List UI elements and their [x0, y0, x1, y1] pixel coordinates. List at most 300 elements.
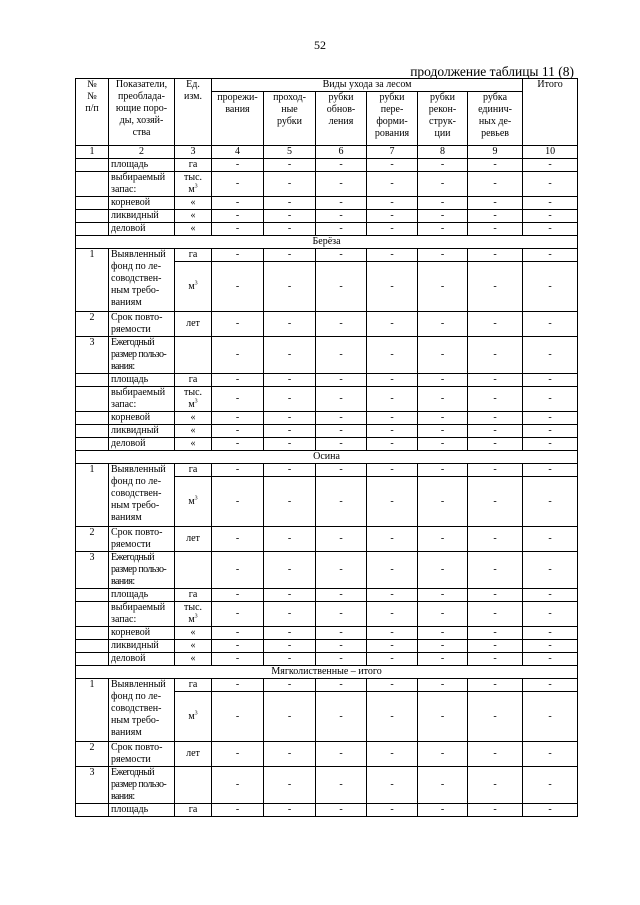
value-cell: -: [418, 312, 468, 337]
header-subcolumn: проход- ные рубки: [264, 92, 316, 146]
value-cell: -: [523, 679, 578, 692]
row-label: ликвидный: [109, 640, 175, 653]
value-cell: -: [468, 589, 523, 602]
value-cell: -: [523, 172, 578, 197]
value-cell: -: [367, 767, 418, 804]
value-cell: -: [212, 804, 264, 817]
value-cell: -: [316, 627, 367, 640]
value-cell: -: [367, 412, 418, 425]
value-cell: -: [523, 767, 578, 804]
column-number: 10: [523, 146, 578, 159]
row-label: Срок повто- ряемости: [109, 742, 175, 767]
value-cell: -: [316, 692, 367, 742]
value-cell: -: [212, 679, 264, 692]
value-cell: -: [212, 172, 264, 197]
value-cell: -: [212, 374, 264, 387]
value-cell: -: [367, 223, 418, 236]
value-cell: -: [468, 767, 523, 804]
value-cell: -: [212, 589, 264, 602]
row-number: 2: [76, 527, 109, 552]
value-cell: -: [468, 679, 523, 692]
row-unit: «: [175, 210, 212, 223]
row-number: [76, 602, 109, 627]
value-cell: -: [212, 249, 264, 262]
value-cell: -: [523, 640, 578, 653]
section-row: [76, 451, 578, 464]
row-number: [76, 387, 109, 412]
unit-main: тыс.: [183, 602, 203, 613]
value-cell: -: [316, 477, 367, 527]
value-cell: -: [418, 210, 468, 223]
value-cell: -: [367, 464, 418, 477]
table-row: [76, 337, 578, 374]
value-cell: -: [316, 438, 367, 451]
value-cell: -: [264, 210, 316, 223]
value-cell: -: [418, 438, 468, 451]
value-cell: -: [316, 804, 367, 817]
row-label: Ежегодный размер пользо- вания:: [109, 767, 175, 804]
column-number: 2: [109, 146, 175, 159]
table-row: [76, 589, 578, 602]
row-unit: лет: [175, 312, 212, 337]
value-cell: -: [316, 653, 367, 666]
row-unit: га: [175, 159, 212, 172]
value-cell: -: [264, 527, 316, 552]
value-cell: -: [316, 262, 367, 312]
value-cell: -: [212, 552, 264, 589]
row-number: [76, 172, 109, 197]
value-cell: -: [367, 552, 418, 589]
value-cell: -: [264, 742, 316, 767]
value-cell: -: [367, 374, 418, 387]
table-row: [76, 640, 578, 653]
row-label: деловой: [109, 223, 175, 236]
value-cell: -: [468, 438, 523, 451]
unit-sup: 3: [194, 183, 198, 190]
value-cell: -: [316, 337, 367, 374]
value-cell: -: [418, 653, 468, 666]
value-cell: -: [212, 527, 264, 552]
value-cell: -: [523, 210, 578, 223]
value-cell: -: [212, 312, 264, 337]
row-unit: [175, 602, 212, 627]
table-row: [76, 602, 578, 627]
value-cell: -: [418, 527, 468, 552]
value-cell: -: [316, 589, 367, 602]
row-label: выбираемый запас:: [109, 602, 175, 627]
value-cell: -: [212, 210, 264, 223]
table-row: [76, 464, 578, 477]
value-cell: -: [468, 627, 523, 640]
value-cell: -: [316, 312, 367, 337]
row-number: [76, 627, 109, 640]
value-cell: -: [264, 477, 316, 527]
table-row: [76, 197, 578, 210]
table-row: [76, 527, 578, 552]
value-cell: -: [367, 172, 418, 197]
row-unit: [175, 387, 212, 412]
row-label: площадь: [109, 589, 175, 602]
value-cell: -: [212, 412, 264, 425]
column-number: 5: [264, 146, 316, 159]
section-row: [76, 666, 578, 679]
value-cell: -: [264, 653, 316, 666]
value-cell: -: [418, 627, 468, 640]
row-unit: га: [175, 589, 212, 602]
row-label: ликвидный: [109, 425, 175, 438]
value-cell: -: [418, 249, 468, 262]
unit-sub: м: [188, 399, 195, 410]
table-row: [76, 374, 578, 387]
value-cell: -: [316, 742, 367, 767]
value-cell: -: [523, 159, 578, 172]
row-label: корневой: [109, 627, 175, 640]
row-label: Выявленный фонд по ле- соводствен- ным требо- ваниям: [109, 464, 175, 527]
value-cell: -: [212, 387, 264, 412]
value-cell: -: [468, 640, 523, 653]
value-cell: -: [367, 804, 418, 817]
value-cell: -: [523, 692, 578, 742]
value-cell: -: [212, 692, 264, 742]
value-cell: -: [523, 653, 578, 666]
unit-sub: м: [188, 184, 195, 195]
value-cell: -: [468, 223, 523, 236]
row-number: [76, 438, 109, 451]
section-row: [76, 236, 578, 249]
table-row: [76, 552, 578, 589]
unit-sup: 3: [194, 398, 198, 405]
value-cell: -: [468, 172, 523, 197]
value-cell: -: [468, 210, 523, 223]
row-unit: га: [175, 464, 212, 477]
table-row: [76, 438, 578, 451]
value-cell: -: [367, 337, 418, 374]
row-label: Срок повто- ряемости: [109, 312, 175, 337]
table-row: [76, 742, 578, 767]
row-number: 2: [76, 742, 109, 767]
table-row: [76, 312, 578, 337]
value-cell: -: [523, 223, 578, 236]
value-cell: -: [468, 374, 523, 387]
value-cell: -: [316, 374, 367, 387]
row-unit: «: [175, 653, 212, 666]
value-cell: -: [468, 425, 523, 438]
unit-main: тыс.: [183, 387, 203, 398]
value-cell: -: [418, 640, 468, 653]
value-cell: -: [468, 337, 523, 374]
row-unit: «: [175, 438, 212, 451]
value-cell: -: [418, 159, 468, 172]
page-number: 52: [314, 38, 326, 52]
column-number: 6: [316, 146, 367, 159]
value-cell: -: [316, 679, 367, 692]
row-label: площадь: [109, 804, 175, 817]
unit-sup: 3: [194, 495, 198, 502]
value-cell: -: [316, 640, 367, 653]
value-cell: -: [418, 425, 468, 438]
value-cell: -: [523, 412, 578, 425]
value-cell: -: [367, 627, 418, 640]
value-cell: -: [523, 197, 578, 210]
value-cell: -: [212, 337, 264, 374]
column-number: 7: [367, 146, 418, 159]
value-cell: -: [468, 387, 523, 412]
value-cell: -: [367, 742, 418, 767]
unit-sub: м: [188, 280, 195, 292]
table-row: [76, 159, 578, 172]
value-cell: -: [418, 767, 468, 804]
table-row: [76, 223, 578, 236]
value-cell: -: [468, 412, 523, 425]
forest-care-table: [75, 78, 578, 817]
value-cell: -: [523, 387, 578, 412]
value-cell: -: [523, 249, 578, 262]
row-number: 1: [76, 679, 109, 742]
row-label: площадь: [109, 159, 175, 172]
row-unit: [175, 767, 212, 804]
row-unit: [175, 337, 212, 374]
value-cell: -: [523, 374, 578, 387]
value-cell: -: [264, 640, 316, 653]
row-number: 3: [76, 337, 109, 374]
value-cell: -: [212, 438, 264, 451]
row-unit: «: [175, 627, 212, 640]
value-cell: -: [468, 464, 523, 477]
row-unit: «: [175, 223, 212, 236]
row-number: [76, 197, 109, 210]
value-cell: -: [264, 172, 316, 197]
value-cell: -: [367, 438, 418, 451]
row-number: [76, 804, 109, 817]
value-cell: -: [264, 337, 316, 374]
row-number: [76, 412, 109, 425]
value-cell: -: [212, 653, 264, 666]
row-unit: [175, 262, 212, 312]
value-cell: -: [264, 602, 316, 627]
row-unit: «: [175, 425, 212, 438]
header-column-numbers: [76, 146, 578, 159]
section-title: Мягколиственные – итого: [76, 666, 578, 679]
section-title: Осина: [76, 451, 578, 464]
row-label: Ежегодный размер пользо- вания:: [109, 552, 175, 589]
value-cell: -: [316, 527, 367, 552]
value-cell: -: [367, 425, 418, 438]
row-number: [76, 640, 109, 653]
row-label: Выявленный фонд по ле- соводствен- ным требо- ваниям: [109, 249, 175, 312]
value-cell: -: [212, 159, 264, 172]
value-cell: -: [523, 464, 578, 477]
value-cell: -: [418, 589, 468, 602]
row-unit: га: [175, 249, 212, 262]
unit-sub: м: [188, 614, 195, 625]
value-cell: -: [367, 653, 418, 666]
value-cell: -: [264, 312, 316, 337]
value-cell: -: [418, 804, 468, 817]
value-cell: -: [264, 262, 316, 312]
row-unit: [175, 172, 212, 197]
value-cell: -: [212, 464, 264, 477]
table-continuation-caption: продолжение таблицы 11 (8): [410, 64, 574, 79]
value-cell: -: [264, 552, 316, 589]
table-row: [76, 210, 578, 223]
value-cell: -: [418, 477, 468, 527]
value-cell: -: [212, 425, 264, 438]
row-number: 3: [76, 767, 109, 804]
value-cell: -: [264, 387, 316, 412]
value-cell: -: [264, 249, 316, 262]
row-number: [76, 159, 109, 172]
value-cell: -: [212, 627, 264, 640]
row-number: [76, 589, 109, 602]
value-cell: -: [316, 197, 367, 210]
table-row: [76, 804, 578, 817]
value-cell: -: [367, 159, 418, 172]
table-row: [76, 412, 578, 425]
table-row: [76, 627, 578, 640]
column-number: 1: [76, 146, 109, 159]
value-cell: -: [468, 742, 523, 767]
row-unit: га: [175, 679, 212, 692]
value-cell: -: [264, 425, 316, 438]
value-cell: -: [468, 249, 523, 262]
table-header: [76, 79, 578, 159]
value-cell: -: [316, 210, 367, 223]
value-cell: -: [212, 223, 264, 236]
table-row: [76, 679, 578, 692]
header-total: Итого: [523, 79, 578, 146]
row-unit: лет: [175, 742, 212, 767]
row-number: [76, 653, 109, 666]
value-cell: -: [523, 602, 578, 627]
row-unit: га: [175, 804, 212, 817]
column-number: 8: [418, 146, 468, 159]
header-num: № № п/п: [76, 79, 109, 146]
unit-sup: 3: [194, 280, 198, 287]
value-cell: -: [316, 223, 367, 236]
value-cell: -: [316, 552, 367, 589]
row-unit: га: [175, 374, 212, 387]
value-cell: -: [367, 527, 418, 552]
column-number: 3: [175, 146, 212, 159]
row-number: 3: [76, 552, 109, 589]
value-cell: -: [212, 742, 264, 767]
row-label: корневой: [109, 197, 175, 210]
value-cell: -: [367, 387, 418, 412]
value-cell: -: [367, 262, 418, 312]
value-cell: -: [523, 262, 578, 312]
row-label: Выявленный фонд по ле- соводствен- ным требо- ваниям: [109, 679, 175, 742]
value-cell: -: [418, 172, 468, 197]
table-row: [76, 653, 578, 666]
column-number: 4: [212, 146, 264, 159]
value-cell: -: [523, 589, 578, 602]
row-label: Срок повто- ряемости: [109, 527, 175, 552]
value-cell: -: [418, 692, 468, 742]
value-cell: -: [367, 602, 418, 627]
value-cell: -: [367, 197, 418, 210]
value-cell: -: [264, 589, 316, 602]
value-cell: -: [367, 210, 418, 223]
value-cell: -: [316, 767, 367, 804]
value-cell: -: [212, 262, 264, 312]
row-number: [76, 210, 109, 223]
row-label: Ежегодный размер пользо- вания:: [109, 337, 175, 374]
unit-sup: 3: [194, 613, 198, 620]
value-cell: -: [468, 312, 523, 337]
value-cell: -: [468, 692, 523, 742]
value-cell: -: [316, 172, 367, 197]
row-label: деловой: [109, 653, 175, 666]
value-cell: -: [316, 602, 367, 627]
value-cell: -: [264, 804, 316, 817]
value-cell: -: [523, 804, 578, 817]
value-cell: -: [367, 679, 418, 692]
value-cell: -: [316, 387, 367, 412]
table-body: [76, 159, 578, 817]
value-cell: -: [523, 337, 578, 374]
value-cell: -: [367, 312, 418, 337]
value-cell: -: [418, 374, 468, 387]
value-cell: -: [212, 197, 264, 210]
value-cell: -: [367, 477, 418, 527]
value-cell: -: [523, 477, 578, 527]
value-cell: -: [264, 464, 316, 477]
value-cell: -: [418, 552, 468, 589]
header-subcolumn: рубки пере- форми- рования: [367, 92, 418, 146]
value-cell: -: [212, 640, 264, 653]
value-cell: -: [316, 249, 367, 262]
value-cell: -: [468, 527, 523, 552]
row-unit: «: [175, 412, 212, 425]
header-subcolumn: рубки рекон- струк- ции: [418, 92, 468, 146]
value-cell: -: [264, 159, 316, 172]
row-label: деловой: [109, 438, 175, 451]
value-cell: -: [418, 262, 468, 312]
column-number: 9: [468, 146, 523, 159]
value-cell: -: [523, 627, 578, 640]
row-label: площадь: [109, 374, 175, 387]
value-cell: -: [523, 425, 578, 438]
header-subcolumn: прорежи- вания: [212, 92, 264, 146]
header-indicator: Показатели, преоблада- ющие поро- ды, хозяй- ства: [109, 79, 175, 146]
value-cell: -: [523, 527, 578, 552]
value-cell: -: [523, 742, 578, 767]
row-number: 1: [76, 464, 109, 527]
value-cell: -: [264, 438, 316, 451]
value-cell: -: [264, 692, 316, 742]
value-cell: -: [264, 679, 316, 692]
value-cell: -: [418, 337, 468, 374]
value-cell: -: [264, 767, 316, 804]
value-cell: -: [468, 197, 523, 210]
value-cell: -: [523, 312, 578, 337]
row-unit: [175, 552, 212, 589]
value-cell: -: [418, 679, 468, 692]
value-cell: -: [468, 602, 523, 627]
value-cell: -: [212, 477, 264, 527]
value-cell: -: [523, 552, 578, 589]
row-label: выбираемый запас:: [109, 172, 175, 197]
value-cell: -: [316, 425, 367, 438]
value-cell: -: [212, 602, 264, 627]
unit-sub: м: [188, 495, 195, 507]
row-unit: лет: [175, 527, 212, 552]
table-row: [76, 387, 578, 412]
table-row: [76, 425, 578, 438]
value-cell: -: [316, 464, 367, 477]
row-number: [76, 223, 109, 236]
value-cell: -: [418, 387, 468, 412]
